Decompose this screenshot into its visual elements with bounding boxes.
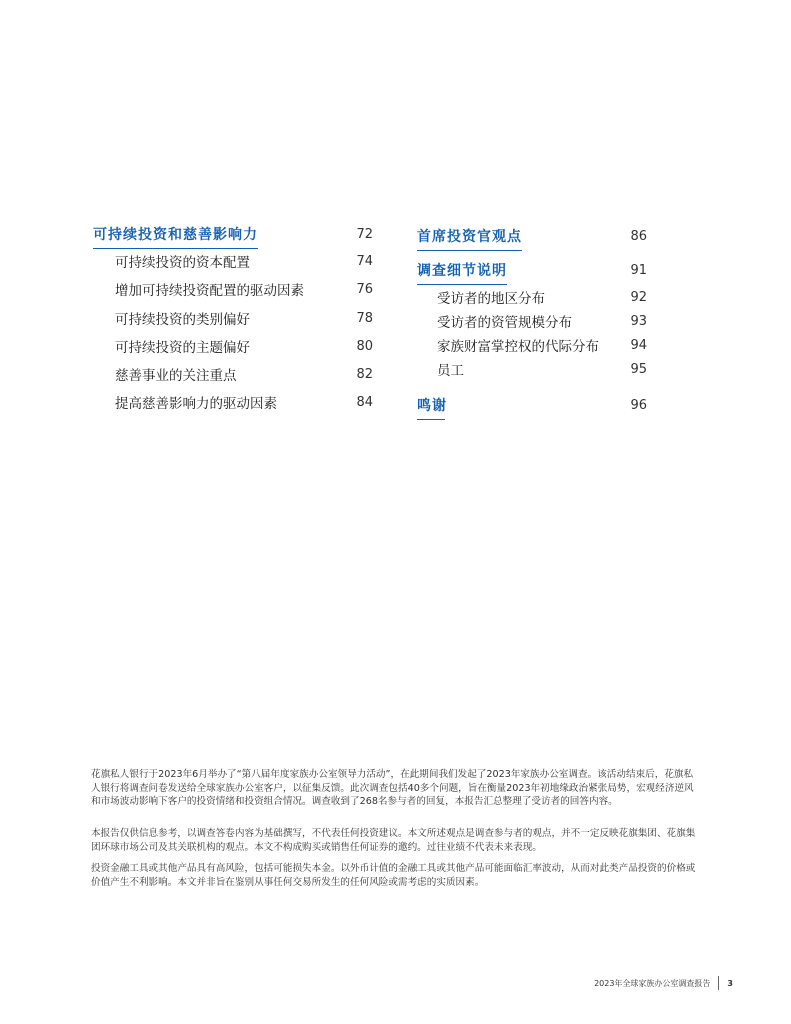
toc-heading-label: 鸣谢 <box>417 395 447 415</box>
toc-page-number: 78 <box>356 310 373 326</box>
toc-page-number: 94 <box>630 337 647 353</box>
toc-entry-sustainable-philanthropy[interactable] <box>93 223 373 245</box>
toc-sub-label: 可持续投资的类别偏好 <box>115 312 250 328</box>
toc-entry-theme-preferences[interactable] <box>93 335 373 357</box>
disclaimer-survey-intro: 花旗私人银行于2023年6月举办了“第八届年度家族办公室领导力活动”，在此期间我们发起了2023年家族办公室调查。该活动结束后，花旗私人银行将调查问卷发送给全球家族办公室客户，以征集反馈。此次调查包括40多个问题，旨在衡量2023年初地缘政治紧张局势，宏观经济逆风和市场波动影响下客户的投资情绪和投资组合情况。调查收到了268名参与者的回复，本报告汇总整理了受访者的回答内容。 <box>91 769 694 807</box>
toc-page-number: 82 <box>356 366 373 382</box>
toc-page-number: 80 <box>356 338 373 354</box>
toc-page-number: 93 <box>630 313 647 329</box>
toc-page-number: 96 <box>630 397 647 413</box>
footer-page-number: 3 <box>727 978 733 988</box>
toc-entry-philanthropy-focus[interactable] <box>93 363 373 385</box>
footer-report-title: 2023年全球家族办公室调查报告 <box>594 978 711 988</box>
toc-page-number: 74 <box>356 253 373 269</box>
toc-entry-philanthropy-drivers[interactable] <box>93 391 373 413</box>
toc-sub-label: 增加可持续投资配置的驱动因素 <box>115 283 304 299</box>
toc-heading-label: 调查细节说明 <box>417 260 507 280</box>
toc-entry-survey-details[interactable] <box>417 259 647 281</box>
toc-sub-label: 提高慈善影响力的驱动因素 <box>115 396 277 412</box>
toc-entry-capital-allocation[interactable] <box>93 250 373 272</box>
toc-sub-label: 可持续投资的资本配置 <box>115 255 250 271</box>
toc-entry-acknowledgements[interactable] <box>417 394 647 416</box>
footer-divider <box>718 976 719 990</box>
toc-page-number: 95 <box>630 361 647 377</box>
toc-page-number: 92 <box>630 289 647 305</box>
toc-entry-generation-distribution[interactable] <box>417 334 647 356</box>
toc-page-number: 86 <box>630 228 647 244</box>
toc-page-number: 91 <box>630 262 647 278</box>
toc-page-number: 72 <box>356 226 373 242</box>
toc-page-number: 76 <box>356 281 373 297</box>
toc-sub-label: 慈善事业的关注重点 <box>115 368 237 384</box>
toc-entry-cio-views[interactable] <box>417 225 647 247</box>
toc-sub-label: 可持续投资的主题偏好 <box>115 340 250 356</box>
toc-sub-label: 家族财富掌控权的代际分布 <box>437 339 599 355</box>
toc-entry-category-preferences[interactable] <box>93 307 373 329</box>
toc-heading-label: 首席投资官观点 <box>417 226 522 246</box>
disclaimer-information-only: 本报告仅供信息参考，以调查答卷内容为基础撰写，不代表任何投资建议。本文所述观点是调查参与者的观点，并不一定反映花旗集团、花旗集团环球市场公司及其关联机构的观点。本文不构成购买或销售任何证券的邀约。过往业绩不代表未来表现。 <box>91 828 696 853</box>
page-footer <box>594 976 733 990</box>
toc-sub-label: 受访者的地区分布 <box>437 291 545 307</box>
toc-entry-region-distribution[interactable] <box>417 286 647 308</box>
toc-sub-label: 受访者的资管规模分布 <box>437 315 572 331</box>
toc-entry-aum-distribution[interactable] <box>417 310 647 332</box>
toc-page-number: 84 <box>356 394 373 410</box>
toc-entry-staff[interactable] <box>417 358 647 380</box>
disclaimer-investment-risk: 投资金融工具或其他产品具有高风险，包括可能损失本金。以外币计值的金融工具或其他产品可能面临汇率波动，从而对此类产品投资的价格或价值产生不利影响。本文并非旨在鉴别从事任何交易所发生的任何风险或需考虑的实质因素。 <box>91 863 696 888</box>
toc-heading-label: 可持续投资和慈善影响力 <box>93 224 258 244</box>
toc-sub-label: 员工 <box>437 363 464 379</box>
toc-entry-allocation-drivers[interactable] <box>93 278 373 300</box>
